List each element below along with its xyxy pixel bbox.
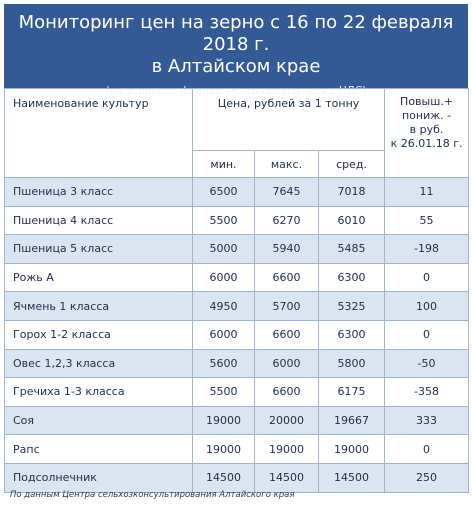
column-header-change-line3: в руб. [409, 123, 444, 136]
max-price-cell: 5700 [255, 292, 319, 321]
price-change-cell: 0 [385, 435, 469, 464]
price-change-cell: 11 [385, 178, 469, 207]
table-body [5, 178, 469, 493]
max-price-cell: 19000 [255, 435, 319, 464]
max-price-cell: 7645 [255, 178, 319, 207]
avg-price-cell: 14500 [319, 463, 385, 492]
min-price-cell: 6000 [193, 263, 255, 292]
price-change-cell: -50 [385, 349, 469, 378]
price-change-cell: 100 [385, 292, 469, 321]
price-change-cell: 55 [385, 206, 469, 235]
min-price-cell: 4950 [193, 292, 255, 321]
price-change-cell: 0 [385, 263, 469, 292]
crop-name-cell: Подсолнечник [5, 463, 193, 492]
crop-name-cell: Пшеница 5 класс [5, 235, 193, 264]
avg-price-cell: 6300 [319, 320, 385, 349]
avg-price-cell: 5325 [319, 292, 385, 321]
crop-name-cell: Овес 1,2,3 класса [5, 349, 193, 378]
crop-name-cell: Ячмень 1 класса [5, 292, 193, 321]
table-row [5, 406, 469, 435]
column-header-change-line1: Повыш.+ [400, 95, 453, 108]
max-price-cell: 6600 [255, 263, 319, 292]
min-price-cell: 5500 [193, 378, 255, 407]
max-price-cell: 6600 [255, 320, 319, 349]
max-price-cell: 6270 [255, 206, 319, 235]
crop-name-cell: Пшеница 4 класс [5, 206, 193, 235]
price-change-cell: 250 [385, 463, 469, 492]
avg-price-cell: 19667 [319, 406, 385, 435]
avg-price-cell: 19000 [319, 435, 385, 464]
min-price-cell: 5600 [193, 349, 255, 378]
column-header-price: Цена, рублей за 1 тонну [193, 89, 385, 151]
min-price-cell: 6500 [193, 178, 255, 207]
column-header-change-line2: пониж. - [401, 109, 452, 122]
table-row [5, 463, 469, 492]
title-banner [4, 4, 468, 97]
price-table [4, 88, 468, 486]
min-price-cell: 14500 [193, 463, 255, 492]
price-change-cell: 0 [385, 320, 469, 349]
avg-price-cell: 6300 [319, 263, 385, 292]
min-price-cell: 19000 [193, 435, 255, 464]
crop-name-cell: Соя [5, 406, 193, 435]
avg-price-cell: 6010 [319, 206, 385, 235]
max-price-cell: 6000 [255, 349, 319, 378]
avg-price-cell: 6175 [319, 378, 385, 407]
max-price-cell: 5940 [255, 235, 319, 264]
crop-name-cell: Гречиха 1-3 класса [5, 378, 193, 407]
page-subtitle: (на условиях франко-склад покупателя с НДС) [105, 85, 367, 97]
max-price-cell: 20000 [255, 406, 319, 435]
max-price-cell: 14500 [255, 463, 319, 492]
price-change-cell: -358 [385, 378, 469, 407]
table-row [5, 292, 469, 321]
table-row [5, 263, 469, 292]
avg-price-cell: 5800 [319, 349, 385, 378]
column-header-avg: сред. [319, 151, 385, 178]
table-row [5, 178, 469, 207]
table-row [5, 206, 469, 235]
price-change-cell: 333 [385, 406, 469, 435]
page-title: Мониторинг цен на зерно с 16 по 22 февраля 2018 г. [18, 12, 454, 55]
source-footnote: По данным Центра сельхозконсультирования Алтайского края [10, 490, 295, 500]
table-row [5, 320, 469, 349]
page-title-region: в Алтайском крае [151, 56, 321, 77]
min-price-cell: 5500 [193, 206, 255, 235]
column-header-max: макс. [255, 151, 319, 178]
min-price-cell: 19000 [193, 406, 255, 435]
price-change-cell: -198 [385, 235, 469, 264]
min-price-cell: 6000 [193, 320, 255, 349]
column-header-crop: Наименование культур [5, 89, 193, 178]
min-price-cell: 5000 [193, 235, 255, 264]
crop-name-cell: Горох 1-2 класса [5, 320, 193, 349]
crop-name-cell: Рапс [5, 435, 193, 464]
column-header-change [385, 89, 469, 178]
avg-price-cell: 7018 [319, 178, 385, 207]
max-price-cell: 6600 [255, 378, 319, 407]
table-row [5, 235, 469, 264]
avg-price-cell: 5485 [319, 235, 385, 264]
table-row [5, 349, 469, 378]
column-header-min: мин. [193, 151, 255, 178]
table-row [5, 378, 469, 407]
column-header-change-line4: к 26.01.18 г. [390, 137, 463, 150]
crop-name-cell: Рожь А [5, 263, 193, 292]
table-row [5, 435, 469, 464]
crop-name-cell: Пшеница 3 класс [5, 178, 193, 207]
